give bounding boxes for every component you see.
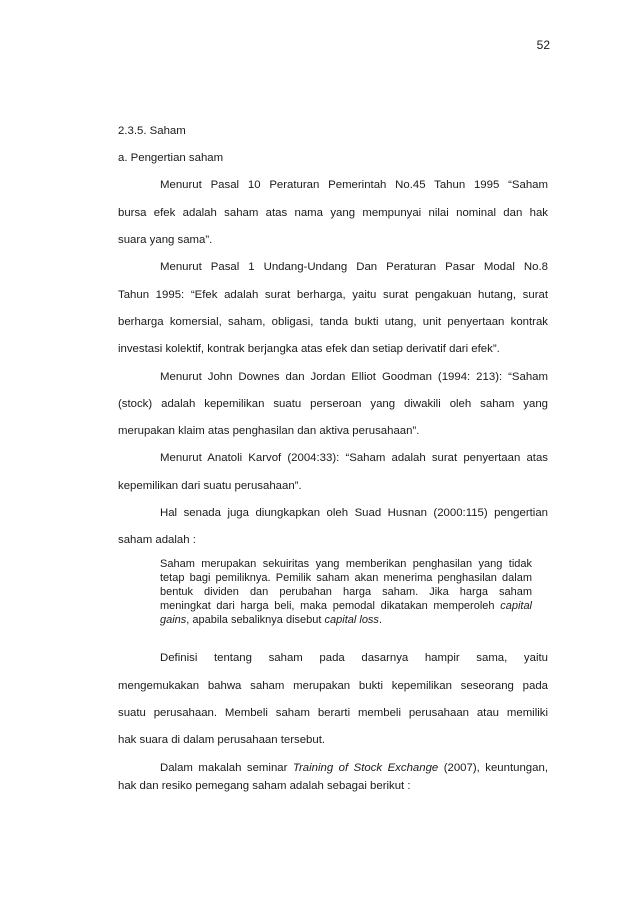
paragraph-line: suatu perusahaan. Membeli saham berarti membeli perusahaan atau memiliki bbox=[118, 707, 548, 719]
page-number: 52 bbox=[536, 38, 550, 52]
paragraph-line: (stock) adalah kepemilikan suatu perseroan yang diwakili oleh saham yang bbox=[118, 398, 548, 410]
italic-term: Training of Stock Exchange bbox=[292, 762, 439, 774]
quote-line bbox=[160, 599, 532, 613]
paragraph-line: Menurut John Downes dan Jordan Elliot Goodman (1994: 213): “Saham bbox=[160, 371, 548, 383]
paragraph-line: berharga komersial, saham, obligasi, tanda bukti utang, unit penyertaan kontrak bbox=[118, 316, 548, 328]
quote-italic-term: capital loss bbox=[324, 614, 379, 626]
paragraph-line: merupakan klaim atas penghasilan dan aktiva perusahaan”. bbox=[118, 425, 420, 437]
quote-text: , apabila sebaliknya disebut bbox=[186, 614, 322, 626]
paragraph-line: Menurut Anatoli Karvof (2004:33): “Saham adalah surat penyertaan atas bbox=[160, 452, 548, 464]
paragraph-line: saham adalah : bbox=[118, 534, 196, 546]
paragraph-line: Menurut Pasal 10 Peraturan Pemerintah No.45 Tahun 1995 “Saham bbox=[160, 179, 548, 191]
paragraph-line: Hal senada juga diungkapkan oleh Suad Husnan (2000:115) pengertian bbox=[160, 507, 548, 519]
quote-line bbox=[160, 613, 532, 627]
paragraph-line: Menurut Pasal 1 Undang-Undang Dan Peraturan Pasar Modal No.8 bbox=[160, 261, 548, 273]
quote-line: tetap bagi pemiliknya. Pemilik saham akan menerima penghasilan dalam bbox=[160, 572, 532, 584]
quote-text: . bbox=[378, 614, 382, 626]
paragraph-text: (2007), keuntungan, bbox=[443, 762, 548, 774]
paragraph-line: Definisi tentang saham pada dasarnya hampir sama, yaitu bbox=[160, 652, 548, 664]
paragraph-line bbox=[160, 761, 548, 775]
quote-line: Saham merupakan sekuiritas yang memberikan penghasilan yang tidak bbox=[160, 558, 532, 570]
paragraph-line: mengemukakan bahwa saham merupakan bukti kepemilikan seseorang pada bbox=[118, 680, 548, 692]
quote-italic-term: capital bbox=[500, 600, 532, 612]
section-heading: 2.3.5. Saham bbox=[118, 125, 186, 137]
quote-italic-term: gains bbox=[160, 614, 187, 626]
paragraph-line: bursa efek adalah saham atas nama yang mempunyai nilai nominal dan hak bbox=[118, 207, 548, 219]
paragraph-line: hak suara di dalam perusahaan tersebut. bbox=[118, 734, 326, 746]
block-quote bbox=[160, 557, 532, 627]
paragraph-line: kepemilikan dari suatu perusahaan”. bbox=[118, 480, 302, 492]
quote-line: bentuk dividen dan perubahan harga saham. Jika harga saham bbox=[160, 586, 532, 598]
quote-text: meningkat dari harga beli, maka pemodal dikatakan memperoleh bbox=[160, 600, 495, 612]
paragraph-line: Tahun 1995: “Efek adalah surat berharga, yaitu surat pengakuan hutang, surat bbox=[118, 289, 548, 301]
paragraph-line: hak dan resiko pemegang saham adalah sebagai berikut : bbox=[118, 780, 411, 792]
paragraph-line: suara yang sama”. bbox=[118, 234, 213, 246]
paragraph-text: Dalam makalah seminar bbox=[160, 762, 288, 774]
subheading: a. Pengertian saham bbox=[118, 152, 224, 164]
paragraph-line: investasi kolektif, kontrak berjangka atas efek dan setiap derivatif dari efek”. bbox=[118, 343, 500, 355]
